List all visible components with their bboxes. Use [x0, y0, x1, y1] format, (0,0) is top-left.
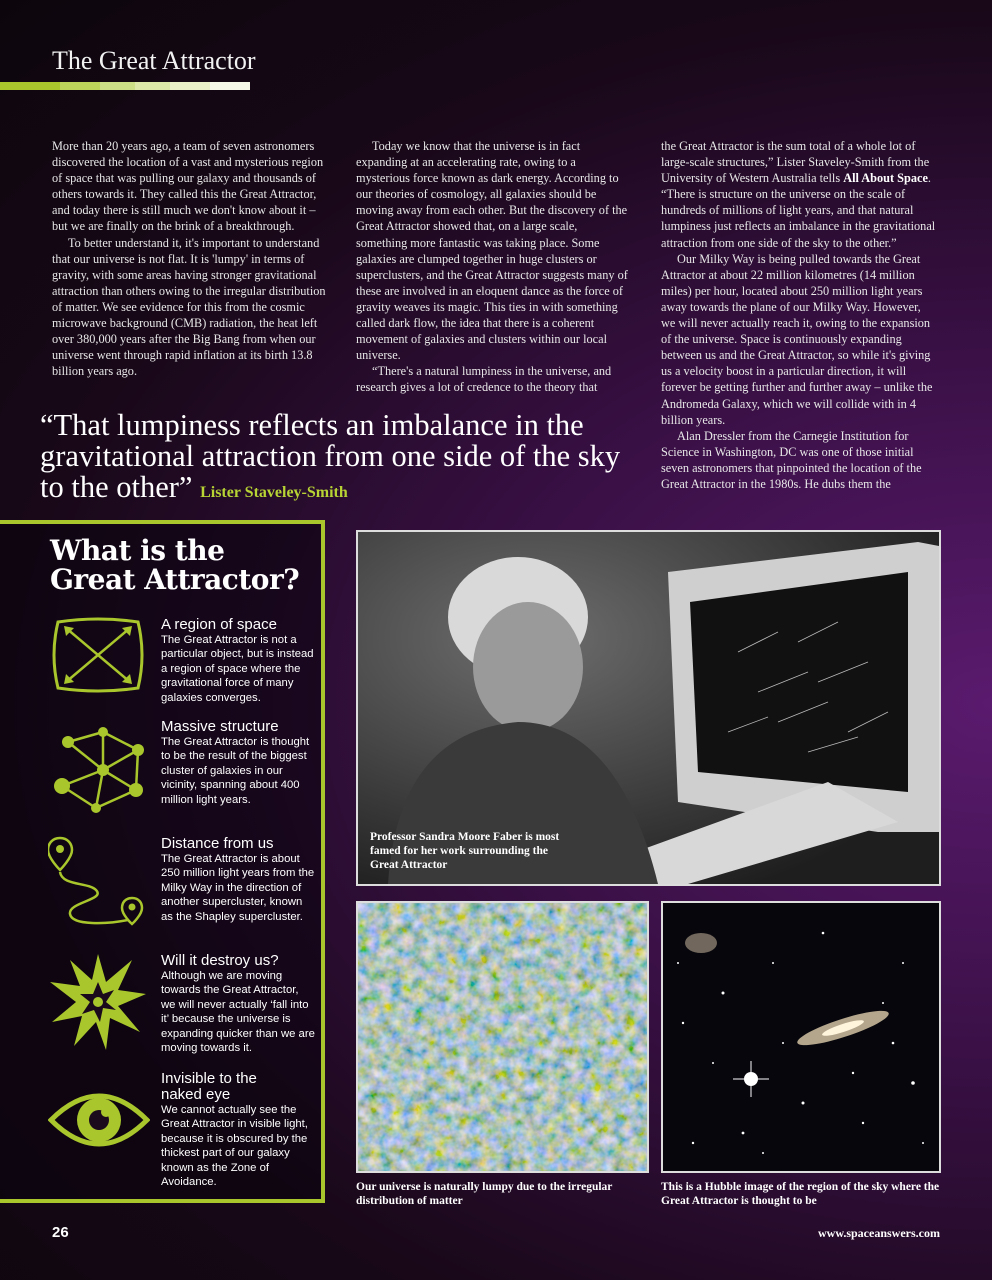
magazine-name: All About Space — [843, 171, 928, 186]
sidebar-title — [50, 536, 299, 594]
fact-item — [161, 719, 316, 807]
paragraph — [661, 138, 936, 251]
fact-item — [161, 836, 316, 924]
fact-item — [161, 953, 316, 1055]
photo-hubble — [661, 901, 941, 1173]
fact-item — [161, 1071, 316, 1189]
sidebar-title-line: Great Attractor? — [50, 563, 300, 596]
fact-text: The Great Attractor is about 250 million light years from the Milky Way in the direction of another supercluster, known as the Shapley supercluster. — [161, 853, 315, 923]
fact-text: The Great Attractor is not a particular object, but is instead a region of space where the gravitational force of many galaxies converges. — [161, 634, 314, 704]
fact-heading: A region of space — [161, 616, 277, 633]
pull-quote-attribution: Lister Staveley-Smith — [200, 484, 348, 501]
header-accent-bar — [0, 82, 250, 90]
pull-quote — [40, 410, 640, 508]
text-run: . “There is structure on the universe on the scale of hundreds of millions of light years, and that natural lumpiness just reflects an imbalance in the gravitational attraction from one side of the sky to the other.” — [661, 171, 936, 250]
article-column-1 — [52, 138, 327, 379]
fact-text: The Great Attractor is thought to be the result of the biggest cluster of galaxies in our vicinity, spanning about 400 million light years. — [161, 736, 310, 806]
page-number: 26 — [52, 1224, 69, 1241]
fact-text: We cannot actually see the Great Attractor in visible light, because it is obscured by the thickest part of our galaxy known as the Zone of Avoidance. — [161, 1104, 308, 1189]
fact-heading: Massive structure — [161, 718, 279, 735]
cmb-map-illustration — [358, 903, 647, 1171]
photo-caption: This is a Hubble image of the region of the sky where the Great Attractor is thought to be — [661, 1181, 940, 1207]
paragraph: Alan Dressler from the Carnegie Institution for Science in Washington, DC was one of those initial seven astronomers that pinpointed the location of the Great Attractor in the 1980s. He dubs them the — [661, 428, 922, 491]
text-run: the Great Attractor is the sum total of a whole lot of large-scale structures,” Lister Staveley-Smith from the University of Western Australia tells — [661, 139, 930, 186]
eye-icon — [48, 1080, 150, 1160]
paragraph: “There's a natural lumpiness in the universe, and research gives a lot of credence to the theory that — [356, 364, 612, 395]
photo-cmb-map — [356, 901, 649, 1173]
network-nodes-icon — [48, 720, 148, 816]
section-title: The Great Attractor — [52, 46, 256, 75]
footer-url: www.spaceanswers.com — [818, 1226, 940, 1240]
fact-heading: Will it destroy us? — [161, 952, 279, 969]
fact-sidebar — [0, 520, 325, 1203]
pull-quote-text: “That lumpiness reflects an imbalance in the gravitational attraction from one side of the sky to the other” — [40, 408, 621, 504]
photo-caption: Our universe is naturally lumpy due to the irregular distribution of matter — [356, 1181, 613, 1207]
paragraph: Our Milky Way is being pulled towards the Great Attractor at about 22 million kilometres (14 million miles) per hour, located about 250 million light years away towards the plane of our Milky Way. However, we will never actually reach it, owing to the expansion of the universe. Space is continuously expanding between us and the Great Attractor, so while it's giving us a velocity boost in a particular direction, it will forever be getting further and further away – unlike the Andromeda Galaxy, which we will collide with in 4 billion years. — [661, 251, 933, 427]
explosion-star-icon — [48, 952, 148, 1052]
paragraph: More than 20 years ago, a team of seven astronomers discovered the location of a vast and mysterious region of space that was pulling our galaxy and thousands of others towards it. They called this the Great Attractor, and today there is still much we don't know about it – but we are finally on the brink of a breakthrough. — [52, 139, 324, 234]
sidebar-title-line: What is the — [50, 534, 225, 567]
fact-item — [161, 617, 316, 705]
article-column-2 — [356, 138, 631, 396]
hubble-illustration — [663, 903, 939, 1171]
photo-caption: Professor Sandra Moore Faber is most famed for her work surrounding the Great Attractor — [370, 831, 560, 871]
map-path-pin-icon — [48, 836, 148, 936]
fact-heading: Distance from us — [161, 835, 274, 852]
article-column-3 — [661, 138, 936, 492]
fact-heading: Invisible to the naked eye — [161, 1070, 257, 1103]
fact-text: Although we are moving towards the Great Attractor, we will never actually ‘fall into it’ because the universe is expanding quicker than we are moving towards it. — [161, 970, 315, 1055]
arrows-converge-icon — [48, 614, 148, 696]
paragraph: Today we know that the universe is in fact expanding at an accelerating rate, owing to a mysterious force known as dark energy. According to our theories of cosmology, all galaxies should be moving away from each other. But the discovery of the Great Attractor showed that, on a large scale, something more fantastic was taking place. Some galaxies are clumped together in huge clusters or superclusters, and the Great Attractor suggests many of these are involved in an eloquent dance as the force of gravity weaves its magic. This ties in with something called dark flow, the idea that there is a coherent movement of galaxies and clusters within our local universe. — [356, 139, 628, 363]
paragraph: To better understand it, it's important to understand that our universe is not flat. It is 'lumpy' in terms of gravity, with some areas having stronger gravitational attraction than others owing to the irregular distribution of matter. We see evidence for this from the cosmic microwave background (CMB) radiation, the heat left over 380,000 years after the Big Bang from when our universe went through rapid inflation at its birth 13.8 billion years ago. — [52, 235, 326, 379]
